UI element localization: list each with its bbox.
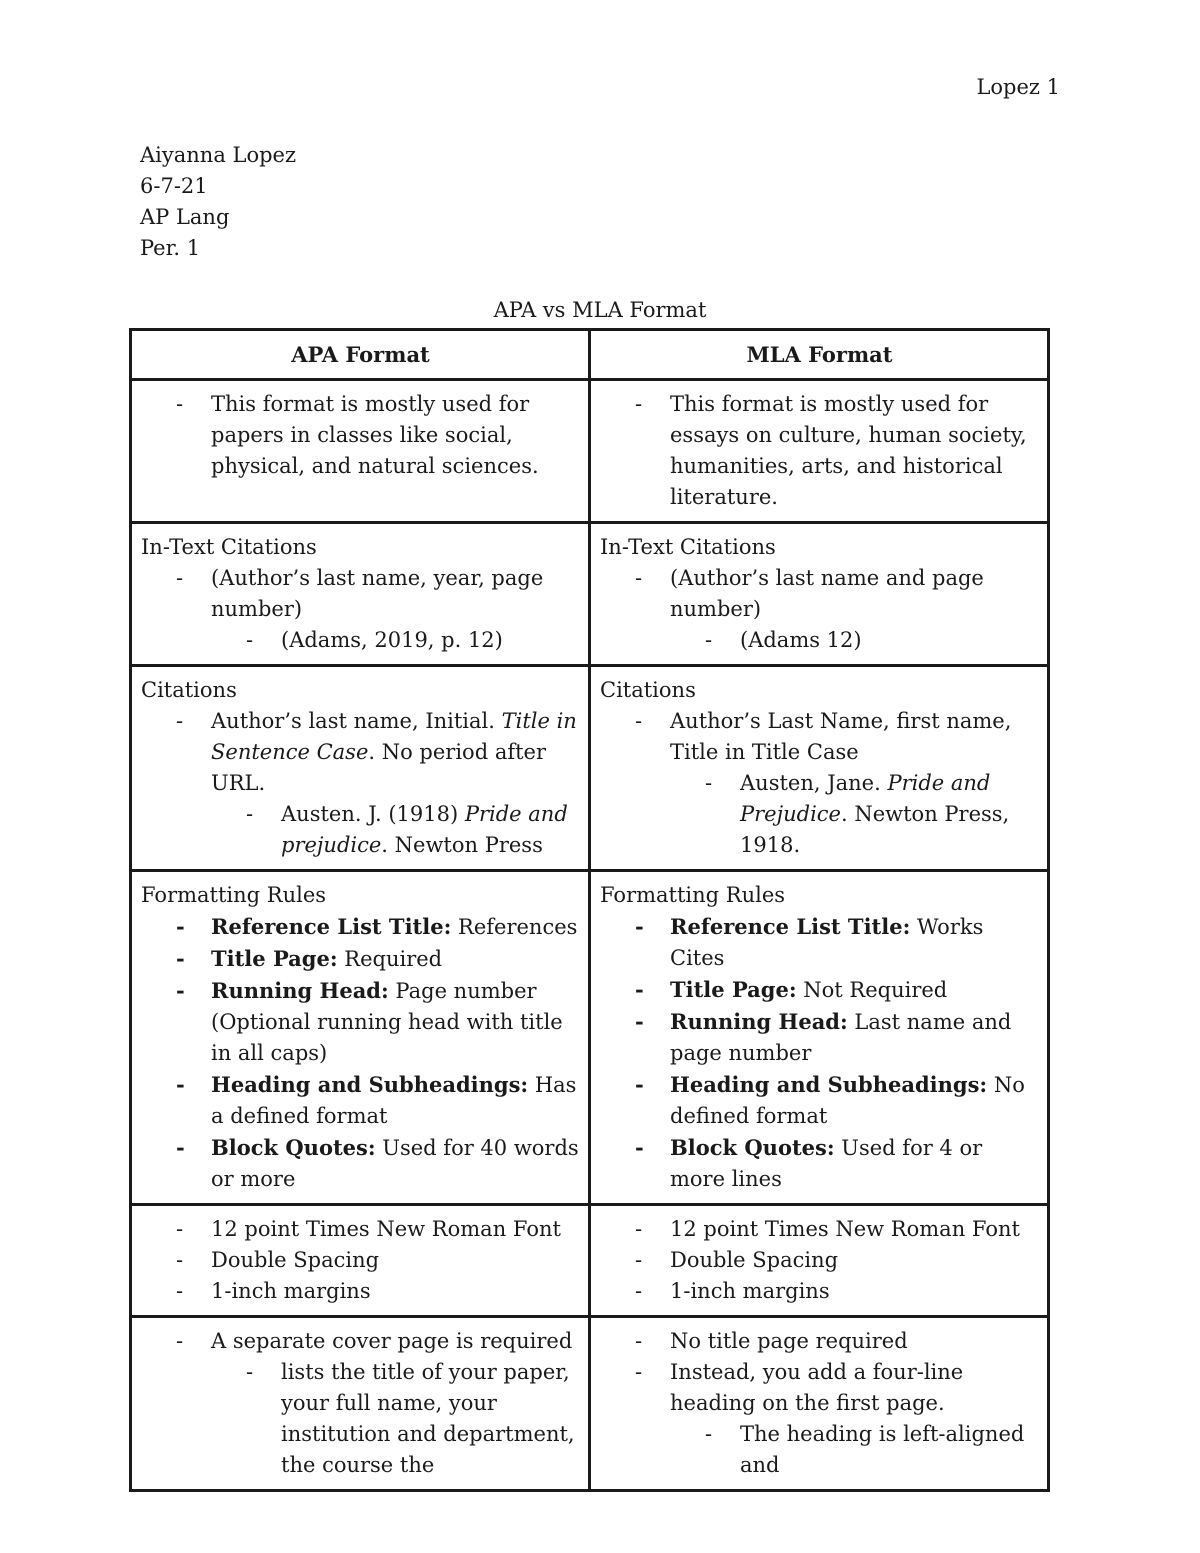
- rule-item: [211, 1132, 580, 1195]
- rule-term: Block Quotes:: [211, 1135, 376, 1160]
- list-item: - Double Spacing: [670, 1245, 1039, 1276]
- list-item-text: Instead, you add a four-line heading on the first page.: [670, 1360, 964, 1415]
- rule-item: [670, 1006, 1039, 1069]
- rule-text: Works Cites: [670, 915, 984, 970]
- rule-item: [211, 943, 580, 975]
- rule-text: Used for 40 words or more: [211, 1136, 579, 1191]
- section-label: Citations: [141, 678, 237, 702]
- list-item: - 1-inch margins: [670, 1276, 1039, 1307]
- section-label: Formatting Rules: [600, 883, 786, 907]
- sub-list-item: - (Adams, 2019, p. 12): [281, 625, 580, 656]
- list-item: - 12 point Times New Roman Font: [211, 1214, 580, 1245]
- student-header: [140, 140, 296, 264]
- rule-item: [670, 974, 1039, 1006]
- table-header-row: [131, 330, 1049, 380]
- rule-text: Last name and page number: [670, 1010, 1012, 1065]
- sub-list-item: [281, 799, 580, 861]
- rule-term: Reference List Title:: [670, 914, 911, 939]
- list-item: - 1-inch margins: [211, 1276, 580, 1307]
- mla-citations-cell: [590, 666, 1049, 871]
- rule-text: Required: [337, 947, 443, 971]
- text-run: Author’s last name, Initial.: [211, 709, 502, 733]
- table-row: [131, 1205, 1049, 1317]
- date: 6-7-21: [140, 174, 208, 198]
- list-item: - Double Spacing: [211, 1245, 580, 1276]
- italic-text: Title in Sentence Case: [211, 709, 577, 764]
- list-item: [211, 706, 580, 861]
- apa-usage-cell: [131, 380, 590, 523]
- period: Per. 1: [140, 236, 201, 260]
- table-row: [131, 523, 1049, 666]
- text-run: . Newton Press, 1918.: [740, 802, 1010, 857]
- rule-term: Running Head:: [670, 1009, 848, 1034]
- comparison-table: [129, 328, 1050, 1492]
- rule-term: Title Page:: [670, 977, 797, 1002]
- rule-text: No defined format: [670, 1073, 1025, 1128]
- rule-item: [670, 1132, 1039, 1195]
- list-item: [670, 1357, 1039, 1481]
- rule-term: Title Page:: [211, 946, 338, 971]
- mla-typography-cell: [590, 1205, 1049, 1317]
- rule-item: [211, 1069, 580, 1132]
- italic-text: Pride and Prejudice: [740, 771, 991, 826]
- section-label: In-Text Citations: [141, 535, 317, 559]
- rule-item: [211, 911, 580, 943]
- rule-text: Used for 4 or more lines: [670, 1136, 983, 1191]
- text-run: . Newton Press: [381, 833, 543, 857]
- list-item-text: Author’s Last Name, first name, Title in Title Case: [670, 709, 1012, 764]
- table-row: [131, 666, 1049, 871]
- mla-usage-cell: [590, 380, 1049, 523]
- rule-item: [211, 975, 580, 1069]
- list-item: [211, 1326, 580, 1481]
- list-item: [670, 706, 1039, 861]
- text-run: Austen. J. (1918): [281, 802, 465, 826]
- mla-formatting-cell: [590, 871, 1049, 1205]
- list-item-text: A separate cover page is required: [211, 1329, 573, 1353]
- running-head: Lopez 1: [976, 75, 1060, 99]
- apa-citations-cell: [131, 666, 590, 871]
- rule-term: Heading and Subheadings:: [211, 1072, 529, 1097]
- rule-term: Running Head:: [211, 978, 389, 1003]
- mla-heading-cell: [590, 1317, 1049, 1491]
- list-item: - 12 point Times New Roman Font: [670, 1214, 1039, 1245]
- italic-text: Pride and prejudice: [281, 802, 568, 857]
- rule-item: [670, 1069, 1039, 1132]
- apa-in-text-cell: [131, 523, 590, 666]
- table-row: [131, 871, 1049, 1205]
- text-run: . No period after URL.: [211, 740, 547, 795]
- rule-text: Has a defined format: [211, 1073, 577, 1128]
- rule-text: Page number (Optional running head with title in all caps): [211, 979, 563, 1065]
- document-title: APA vs MLA Format: [493, 298, 707, 322]
- list-item: - This format is mostly used for papers in classes like social, physical, and natural sciences.: [211, 389, 580, 482]
- course: AP Lang: [140, 205, 230, 229]
- rule-term: Reference List Title:: [211, 914, 452, 939]
- rule-term: Block Quotes:: [670, 1135, 835, 1160]
- table-row: [131, 1317, 1049, 1491]
- apa-header: APA Format: [131, 330, 590, 380]
- mla-header: MLA Format: [590, 330, 1049, 380]
- list-item-text: (Author’s last name, year, page number): [211, 566, 544, 621]
- rule-text: Not Required: [796, 978, 948, 1002]
- mla-in-text-cell: [590, 523, 1049, 666]
- list-item: - This format is mostly used for essays on culture, human society, humanities, arts, and historical literature.: [670, 389, 1039, 513]
- sub-list-item: [740, 768, 1039, 861]
- section-label: In-Text Citations: [600, 535, 776, 559]
- list-item: [211, 563, 580, 656]
- table-row: [131, 380, 1049, 523]
- sub-list-item: - lists the title of your paper, your full name, your institution and department, the course the: [281, 1357, 580, 1481]
- list-item: [670, 563, 1039, 656]
- list-item: - No title page required: [670, 1326, 1039, 1357]
- list-item-text: (Author’s last name and page number): [670, 566, 984, 621]
- text-run: Austen, Jane.: [740, 771, 888, 795]
- sub-list-item: - (Adams 12): [740, 625, 1039, 656]
- apa-cover-page-cell: [131, 1317, 590, 1491]
- sub-list-item: - The heading is left-aligned and: [740, 1419, 1039, 1481]
- section-label: Citations: [600, 678, 696, 702]
- rule-term: Heading and Subheadings:: [670, 1072, 988, 1097]
- apa-typography-cell: [131, 1205, 590, 1317]
- student-name: Aiyanna Lopez: [140, 143, 297, 167]
- rule-text: References: [451, 915, 578, 939]
- apa-formatting-cell: [131, 871, 590, 1205]
- section-label: Formatting Rules: [141, 883, 327, 907]
- rule-item: [670, 911, 1039, 974]
